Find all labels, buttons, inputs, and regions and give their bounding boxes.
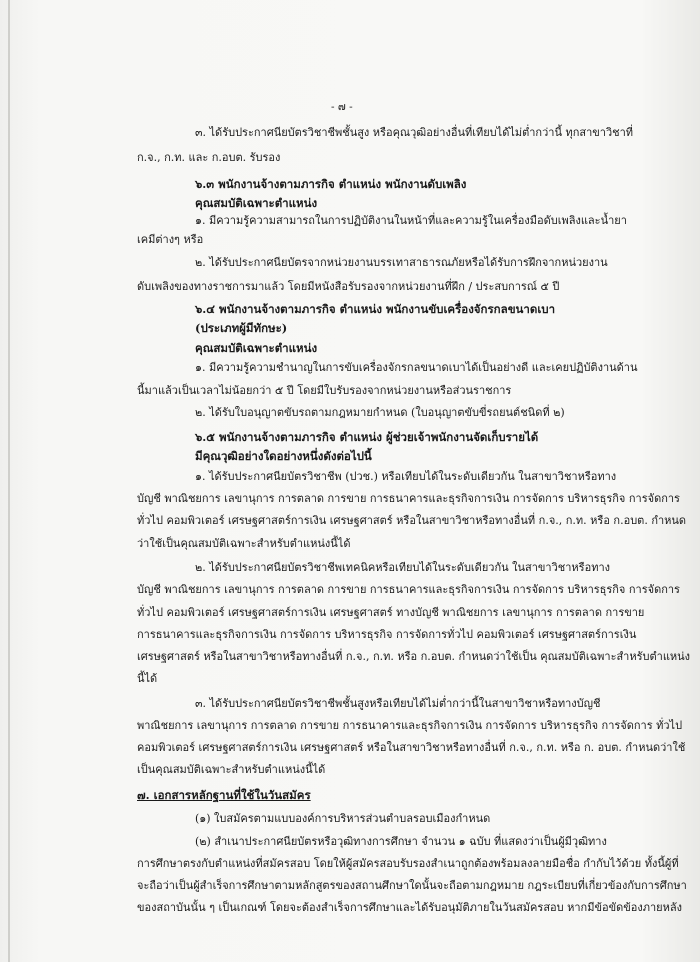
text-line: ๑. มีความรู้ความสามารถในการปฏิบัติงานในหน้าที่และความรู้ในเครื่องมือดับเพลิงและน้ำยา: [195, 214, 627, 227]
section-heading: ๖.๔ พนักงานจ้างตามภารกิจ ตำแหน่ง พนักงานขับเครื่องจักรกลขนาดเบา: [195, 302, 556, 316]
section-heading: ๖.๓ พนักงานจ้างตามภารกิจ ตำแหน่ง พนักงานดับเพลิง: [195, 177, 467, 191]
text-line: ว่าใช้เป็นคุณสมบัติเฉพาะสำหรับตำแหน่งนี้ได้: [137, 537, 351, 550]
text-line: นี้มาแล้วเป็นเวลาไม่น้อยกว่า ๕ ปี โดยมีใบรับรองจากหน่วยงานหรือส่วนราชการ: [137, 384, 512, 397]
subsection-heading: คุณสมบัติเฉพาะตำแหน่ง: [195, 341, 318, 355]
text-line: จะถือว่าเป็นผู้สำเร็จการศึกษาตามหลักสูตรของสถานศึกษาใดนั้นจะถือตามกฎหมาย กฎระเบียบที่เกี่ยวข้องกับการศึกษา: [137, 879, 687, 892]
text-line: ทั่วไป คอมพิวเตอร์ เศรษฐศาสตร์การเงิน เศรษฐศาสตร์ หรือในสาขาวิชาหรือทางอื่นที่ ก.จ., ก.ท. หรือ ก.อบต. กำหนด: [137, 514, 687, 527]
text-line: บัญชี พาณิชยการ เลขานุการ การตลาด การขาย การธนาคารและธุรกิจการเงิน การจัดการ บริหารธุรกิจ การจัดการ: [137, 492, 680, 505]
text-line: ๑. มีความรู้ความชำนาญในการขับเครื่องจักรกลขนาดเบาได้เป็นอย่างดี และเคยปฏิบัติงานด้าน: [195, 361, 638, 374]
text-line: เศรษฐศาสตร์ หรือในสาขาวิชาหรือทางอื่นที่ ก.จ., ก.ท. หรือ ก.อบต. กำหนดว่าใช้เป็น คุณสมบัติเฉพาะสำหรับตำแหน่ง: [137, 650, 691, 663]
text-line: ๒. ได้รับใบอนุญาตขับรถตามกฎหมายกำหนด (ใบอนุญาตขับขี่รถยนต์ชนิดที่ ๒): [195, 406, 565, 419]
text-line: ทั่วไป คอมพิวเตอร์ เศรษฐศาสตร์การเงิน เศรษฐศาสตร์ ทางบัญชี พาณิชยการ เลขานุการ การตลาด การขาย: [137, 606, 645, 619]
text-line: ๓. ได้รับประกาศนียบัตรวิชาชีพชั้นสูงหรือเทียบได้ไม่ต่ำกว่านี้ในสาขาวิชาหรือทางบัญชี: [195, 697, 601, 710]
text-line: (๒) สำเนาประกาศนียบัตรหรือวุฒิทางการศึกษา จำนวน ๑ ฉบับ ที่แสดงว่าเป็นผู้มีวุฒิทาง: [195, 835, 607, 848]
text-line: ดับเพลิงของทางราชการมาแล้ว โดยมีหนังสือรับรองจากหน่วยงานที่ฝึก / ประสบการณ์ ๕ ปี: [137, 280, 560, 293]
text-line: เป็นคุณสมบัติเฉพาะสำหรับตำแหน่งนี้ได้: [137, 763, 326, 776]
text-line: ก.จ., ก.ท. และ ก.อบต. รับรอง: [137, 151, 281, 164]
text-line: ๓. ได้รับประกาศนียบัตรวิชาชีพชั้นสูง หรือคุณวุฒิอย่างอื่นที่เทียบได้ไม่ต่ำกว่านี้ ทุกสาขาวิชาที่: [195, 126, 634, 139]
text-line: การศึกษาตรงกับตำแหน่งที่สมัครสอบ โดยให้ผู้สมัครสอบรับรองสำเนาถูกต้องพร้อมลงลายมือชื่อ กำกับไว้ด้วย ทั้งนี้ผู้ที่: [137, 857, 679, 870]
text-line: การธนาคารและธุรกิจการเงิน การจัดการ บริหารธุรกิจ การจัดการทั่วไป คอมพิวเตอร์ เศรษฐศาสตร์การเงิน: [137, 628, 637, 641]
text-line: ของสถาบันนั้น ๆ เป็นเกณฑ์ โดยจะต้องสำเร็จการศึกษาและได้รับอนุมัติภายในวันสมัครสอบ หากมีข้อขัดข้องภายหลัง: [137, 901, 682, 914]
subsection-heading: มีคุณวุฒิอย่างใดอย่างหนึ่งดังต่อไปนี้: [195, 449, 372, 463]
text-line: ๒. ได้รับประกาศนียบัตรวิชาชีพเทคนิคหรือเทียบได้ในระดับเดียวกัน ในสาขาวิชาหรือทาง: [195, 561, 610, 574]
page-number: - ๗ -: [331, 101, 353, 113]
text-line: ๒. ได้รับประกาศนียบัตรจากหน่วยงานบรรเทาสาธารณภัยหรือได้รับการฝึกจากหน่วยงาน: [195, 256, 608, 269]
text-line: คอมพิวเตอร์ เศรษฐศาสตร์การเงิน เศรษฐศาสตร์ หรือในสาขาวิชาหรือทางอื่นที่ ก.จ., ก.ท. หรือ ก. อบต. กำหนดว่าใช้: [137, 741, 686, 754]
text-line: บัญชี พาณิชยการ เลขานุการ การตลาด การขาย การธนาคารและธุรกิจการเงิน การจัดการ บริหารธุรกิจ การจัดการ: [137, 583, 680, 596]
subsection-heading: คุณสมบัติเฉพาะตำแหน่ง: [195, 196, 318, 210]
section-heading: ๖.๕ พนักงานจ้างตามภารกิจ ตำแหน่ง ผู้ช่วยเจ้าพนักงานจัดเก็บรายได้: [195, 430, 539, 444]
text-line: นี้ได้: [137, 672, 158, 685]
binding-line: [8, 0, 10, 962]
section-heading-cont: (ประเภทผู้มีทักษะ): [195, 321, 288, 335]
text-line: (๑) ใบสมัครตามแบบองค์การบริหารส่วนตำบลรอบเมืองกำหนด: [195, 812, 491, 825]
text-line: ๑. ได้รับประกาศนียบัตรวิชาชีพ (ปวช.) หรือเทียบได้ในระดับเดียวกัน ในสาขาวิชาหรือทาง: [195, 470, 617, 483]
section-heading: ๗. เอกสารหลักฐานที่ใช้ในวันสมัคร: [137, 788, 311, 802]
text-line: เคมีต่างๆ หรือ: [137, 233, 204, 246]
text-line: พาณิชยการ เลขานุการ การตลาด การขาย การธนาคารและธุรกิจการเงิน การจัดการ บริหารธุรกิจ การจัดการ ทั่วไป: [137, 719, 683, 732]
